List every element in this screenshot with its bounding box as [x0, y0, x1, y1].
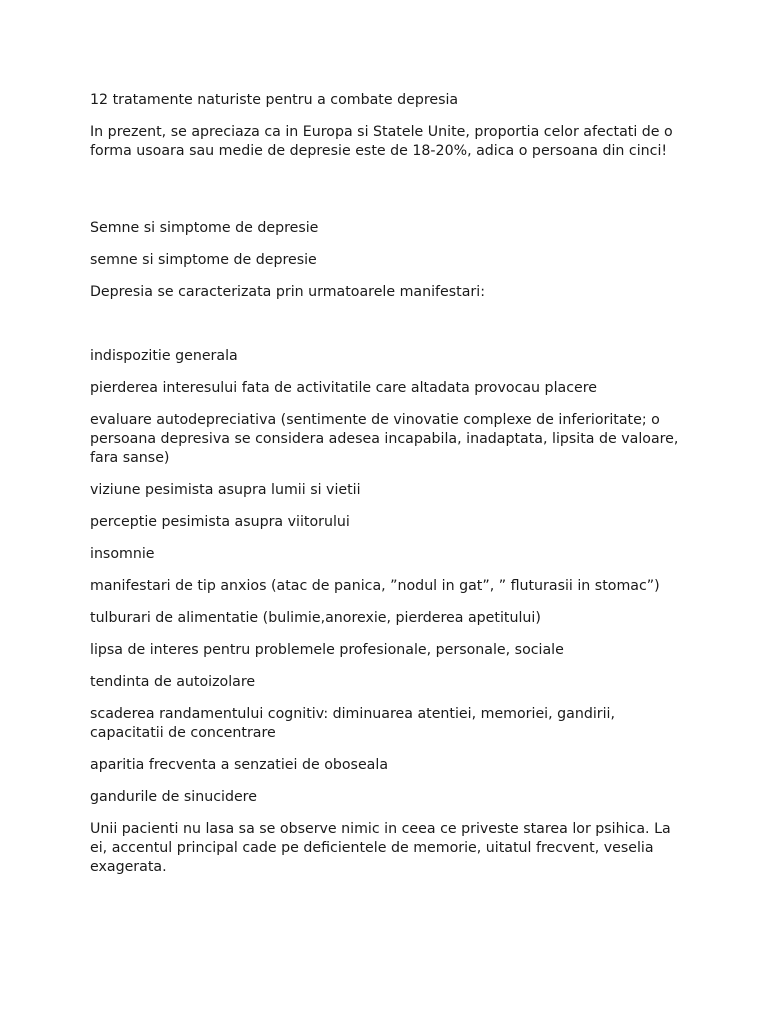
symptom-item: manifestari de tip anxios (atac de panica, ”nodul in gat”, ” fluturasii in stomac”) [90, 578, 660, 594]
document-body [90, 91, 690, 890]
section-subheading: semne si simptome de depresie [90, 252, 317, 268]
symptom-item: indispozitie generala [90, 348, 238, 364]
symptom-item: scaderea randamentului cognitiv: diminuarea atentiei, memoriei, gandirii, capacitatii de concentrare [90, 706, 615, 741]
spacer [90, 174, 690, 219]
symptom-item: aparitia frecventa a senzatiei de oboseala [90, 757, 389, 773]
symptom-item: lipsa de interes pentru problemele profesionale, personale, sociale [90, 642, 564, 658]
intro-paragraph: In prezent, se apreciaza ca in Europa si Statele Unite, proportia celor afectati de o forma usoara sau medie de depresie este de 18-20%, adica o persoana din cinci! [90, 124, 673, 159]
symptom-item: viziune pesimista asupra lumii si vietii [90, 482, 361, 498]
symptom-item: perceptie pesimista asupra viitorului [90, 514, 350, 530]
symptom-item: tulburari de alimentatie (bulimie,anorexie, pierderea apetitului) [90, 610, 541, 626]
lead-in-paragraph: Depresia se caracterizata prin urmatoarele manifestari: [90, 284, 485, 300]
symptom-item: pierderea interesului fata de activitatile care altadata provocau placere [90, 380, 597, 396]
spacer [90, 315, 690, 347]
document-title: 12 tratamente naturiste pentru a combate depresia [90, 92, 459, 108]
symptom-item: insomnie [90, 546, 155, 562]
symptom-item: tendinta de autoizolare [90, 674, 256, 690]
symptom-item: evaluare autodepreciativa (sentimente de vinovatie complexe de inferioritate; o persoana depresiva se considera adesea incapabila, inadaptata, lipsita de valoare, fara sanse) [90, 412, 679, 466]
symptom-item: gandurile de sinucidere [90, 789, 257, 805]
closing-paragraph: Unii pacienti nu lasa sa se observe nimic in ceea ce priveste starea lor psihica. La ei, accentul principal cade pe deficientele de memorie, uitatul frecvent, veselia exagerata. [90, 821, 671, 875]
section-heading: Semne si simptome de depresie [90, 220, 319, 236]
